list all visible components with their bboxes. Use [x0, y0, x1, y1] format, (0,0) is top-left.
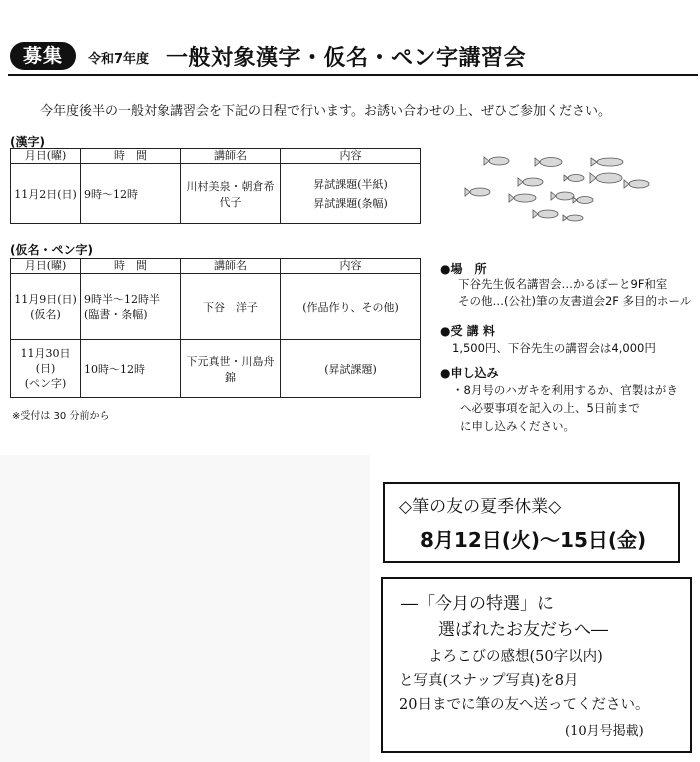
- apply-heading: ●申し込み: [440, 366, 499, 380]
- reception-note: ※受付は 30 分前から: [12, 411, 110, 422]
- holiday-heading: ◇筆の友の夏季休業◇: [399, 497, 562, 517]
- blank-area: [0, 455, 370, 762]
- fish-icon: [591, 158, 623, 166]
- date-text: 11月30日(日): [20, 347, 71, 375]
- content-cell: (作品作り、その他): [281, 274, 421, 340]
- fish-icon: [535, 158, 562, 167]
- kanji-section-label: (漢字): [10, 135, 45, 149]
- date-sub: (ペン字): [24, 377, 67, 390]
- kana-schedule-table: [10, 258, 421, 398]
- content-line: 昇試課題(条幅): [313, 196, 388, 210]
- table-row: [11, 274, 421, 340]
- fish-icon: [518, 178, 543, 186]
- date-cell: [11, 274, 81, 340]
- fee-heading: ●受 講 料: [440, 324, 495, 338]
- date-cell: 11月2日(日): [11, 164, 81, 224]
- place-heading: ●場 所: [440, 262, 487, 276]
- apply-line: に申し込みください。: [460, 419, 575, 433]
- feature-heading-line: 選ばれたお友だちへ―: [438, 620, 608, 640]
- content-cell: (昇試課題): [281, 340, 421, 398]
- table-header-row: [11, 259, 421, 274]
- apply-line: ・8月号のハガキを利用するか、官製はがき: [452, 383, 678, 397]
- place-line: 下谷先生仮名講習会…かるぽーと9F和室: [458, 277, 668, 291]
- col-content-header: 内容: [281, 259, 421, 274]
- intro-text: 今年度後半の一般対象講習会を下記の日程で行います。お誘い合わせの上、ぜひご参加ください。: [40, 104, 611, 119]
- col-time-header: 時 間: [81, 149, 181, 164]
- fiscal-year: 令和7年度: [88, 52, 150, 67]
- kana-section-label: (仮名・ペン字): [10, 243, 93, 257]
- fish-icon: [624, 180, 649, 188]
- date-text: 11月9日(日): [14, 292, 77, 306]
- summer-holiday-box: [383, 482, 680, 563]
- content-cell: [281, 164, 421, 224]
- time-cell: [81, 274, 181, 340]
- fish-icon: [551, 192, 574, 200]
- col-instructor-header: 講師名: [181, 259, 281, 274]
- feature-issue-note: (10月号掲載): [565, 724, 644, 739]
- table-row: [11, 340, 421, 398]
- monthly-feature-box: [381, 577, 692, 753]
- col-date-header: 月日(曜): [11, 259, 81, 274]
- instructor-cell: 下元真世・川島舟錦: [181, 340, 281, 398]
- fish-icon: [564, 175, 584, 182]
- time-sub: (臨書・条幅): [84, 307, 148, 321]
- holiday-dates: 8月12日(火)～15日(金): [420, 528, 647, 552]
- feature-body-line: と写真(スナップ写真)を8月: [399, 673, 579, 689]
- fish-icon: [573, 197, 593, 204]
- date-cell: [11, 340, 81, 398]
- fish-icon: [509, 194, 536, 202]
- instructor-cell: 下谷 洋子: [181, 274, 281, 340]
- col-time-header: 時 間: [81, 259, 181, 274]
- col-content-header: 内容: [281, 149, 421, 164]
- instructor-cell: 川村美泉・朝倉希代子: [181, 164, 281, 224]
- recruitment-badge: 募集: [10, 42, 76, 70]
- time-cell: 9時～12時: [81, 164, 181, 224]
- fee-text: 1,500円、下谷先生の講習会は4,000円: [452, 341, 656, 355]
- kanji-schedule-table: [10, 148, 421, 224]
- table-header-row: [11, 149, 421, 164]
- page-title: 一般対象漢字・仮名・ペン字講習会: [166, 45, 527, 71]
- time-cell: 10時～12時: [81, 340, 181, 398]
- col-instructor-header: 講師名: [181, 149, 281, 164]
- time-text: 9時半～12時半: [84, 292, 160, 306]
- fish-icon: [484, 157, 509, 165]
- apply-line: へ必要事項を記入の上、5日前まで: [460, 401, 640, 415]
- feature-heading-line: ―「今月の特選」に: [401, 594, 554, 614]
- feature-body-line: 20日までに筆の友へ送ってください。: [399, 697, 650, 713]
- col-date-header: 月日(曜): [11, 149, 81, 164]
- fish-icon: [563, 215, 583, 221]
- fish-illustration: [455, 148, 695, 228]
- content-line: 昇試課題(半紙): [313, 177, 388, 191]
- fish-icon: [590, 173, 622, 183]
- fish-icon: [465, 188, 490, 196]
- fish-icon: [533, 210, 558, 218]
- table-row: [11, 164, 421, 224]
- header-divider: [8, 74, 698, 76]
- date-sub: (仮名): [30, 307, 61, 321]
- feature-body-line: よろこびの感想(50字以内): [428, 649, 603, 665]
- place-line: その他…(公社)筆の友書道会2F 多目的ホール: [458, 294, 692, 308]
